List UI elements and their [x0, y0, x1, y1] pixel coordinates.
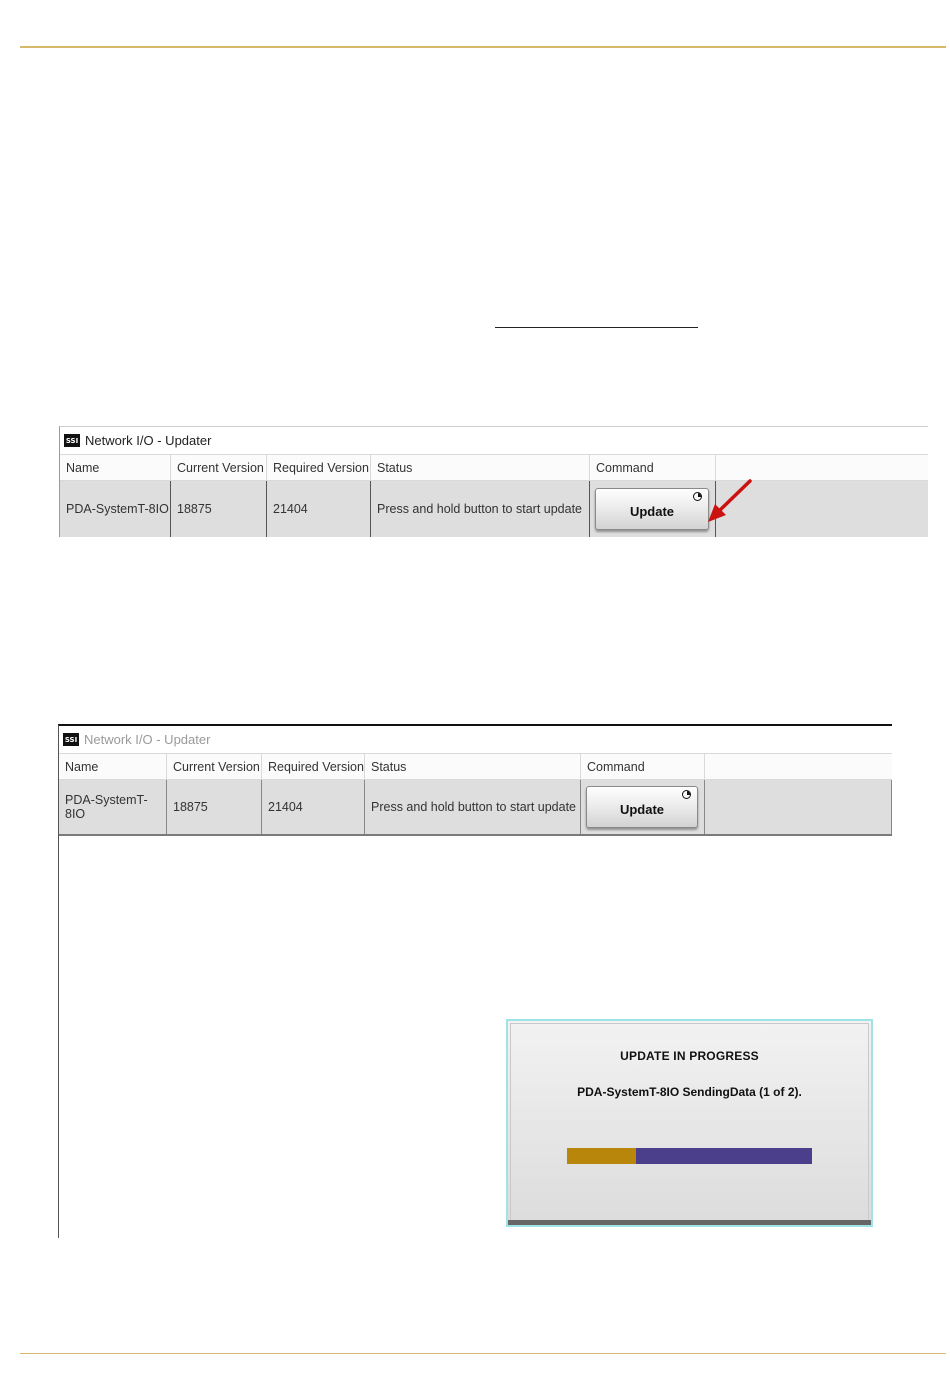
cell-command — [590, 481, 716, 537]
update-button-label: Update — [629, 504, 675, 519]
dialog-message: PDA-SystemT-8IO SendingData (1 of 2). — [577, 1085, 802, 1099]
header-rule — [20, 46, 946, 48]
ssi-logo-icon: SSI — [64, 434, 80, 447]
dialog-bottom-edge — [508, 1220, 871, 1225]
column-header-command[interactable]: Command — [590, 455, 716, 480]
table-header — [60, 455, 928, 481]
clock-icon — [682, 790, 691, 799]
dialog-title: UPDATE IN PROGRESS — [620, 1049, 759, 1063]
ssi-logo-icon: SSI — [63, 733, 79, 746]
underline-mark — [495, 327, 698, 328]
table-row[interactable] — [59, 780, 892, 836]
column-header-current-version[interactable]: Current Version — [167, 754, 262, 779]
cell-current-version: 18875 — [167, 780, 262, 834]
cell-name: PDA-SystemT-8IO — [60, 481, 171, 537]
update-progress-dialog — [506, 1019, 873, 1227]
update-button[interactable] — [595, 488, 709, 530]
column-header-name[interactable]: Name — [60, 455, 171, 480]
cell-command — [581, 780, 705, 834]
table-row[interactable] — [60, 481, 928, 537]
cell-name: PDA-SystemT-8IO — [59, 780, 167, 834]
column-header-required-version[interactable]: Required Version — [267, 455, 371, 480]
cell-status: Press and hold button to start update — [371, 481, 590, 537]
window-titlebar — [59, 726, 892, 754]
column-header-command[interactable]: Command — [581, 754, 705, 779]
clock-icon — [693, 492, 702, 501]
column-header-status[interactable]: Status — [365, 754, 581, 779]
column-header-current-version[interactable]: Current Version — [171, 455, 267, 480]
progress-bar — [567, 1148, 812, 1164]
window-titlebar — [60, 427, 928, 455]
footer-rule — [20, 1353, 946, 1354]
column-header-status[interactable]: Status — [371, 455, 590, 480]
column-header-filler — [716, 455, 928, 480]
cell-current-version: 18875 — [171, 481, 267, 537]
update-button-label: Update — [619, 802, 665, 817]
cell-required-version: 21404 — [262, 780, 365, 834]
window-title: Network I/O - Updater — [84, 732, 211, 747]
updater-window-1 — [59, 426, 928, 537]
progress-bar-fill — [567, 1148, 636, 1164]
column-header-required-version[interactable]: Required Version — [262, 754, 365, 779]
cell-filler — [705, 780, 892, 834]
cell-status: Press and hold button to start update — [365, 780, 581, 834]
window-title: Network I/O - Updater — [85, 433, 212, 448]
table-header — [59, 754, 892, 780]
column-header-name[interactable]: Name — [59, 754, 167, 779]
column-header-filler — [705, 754, 892, 779]
red-arrow-icon — [706, 478, 754, 524]
update-button[interactable] — [586, 786, 698, 828]
cell-required-version: 21404 — [267, 481, 371, 537]
